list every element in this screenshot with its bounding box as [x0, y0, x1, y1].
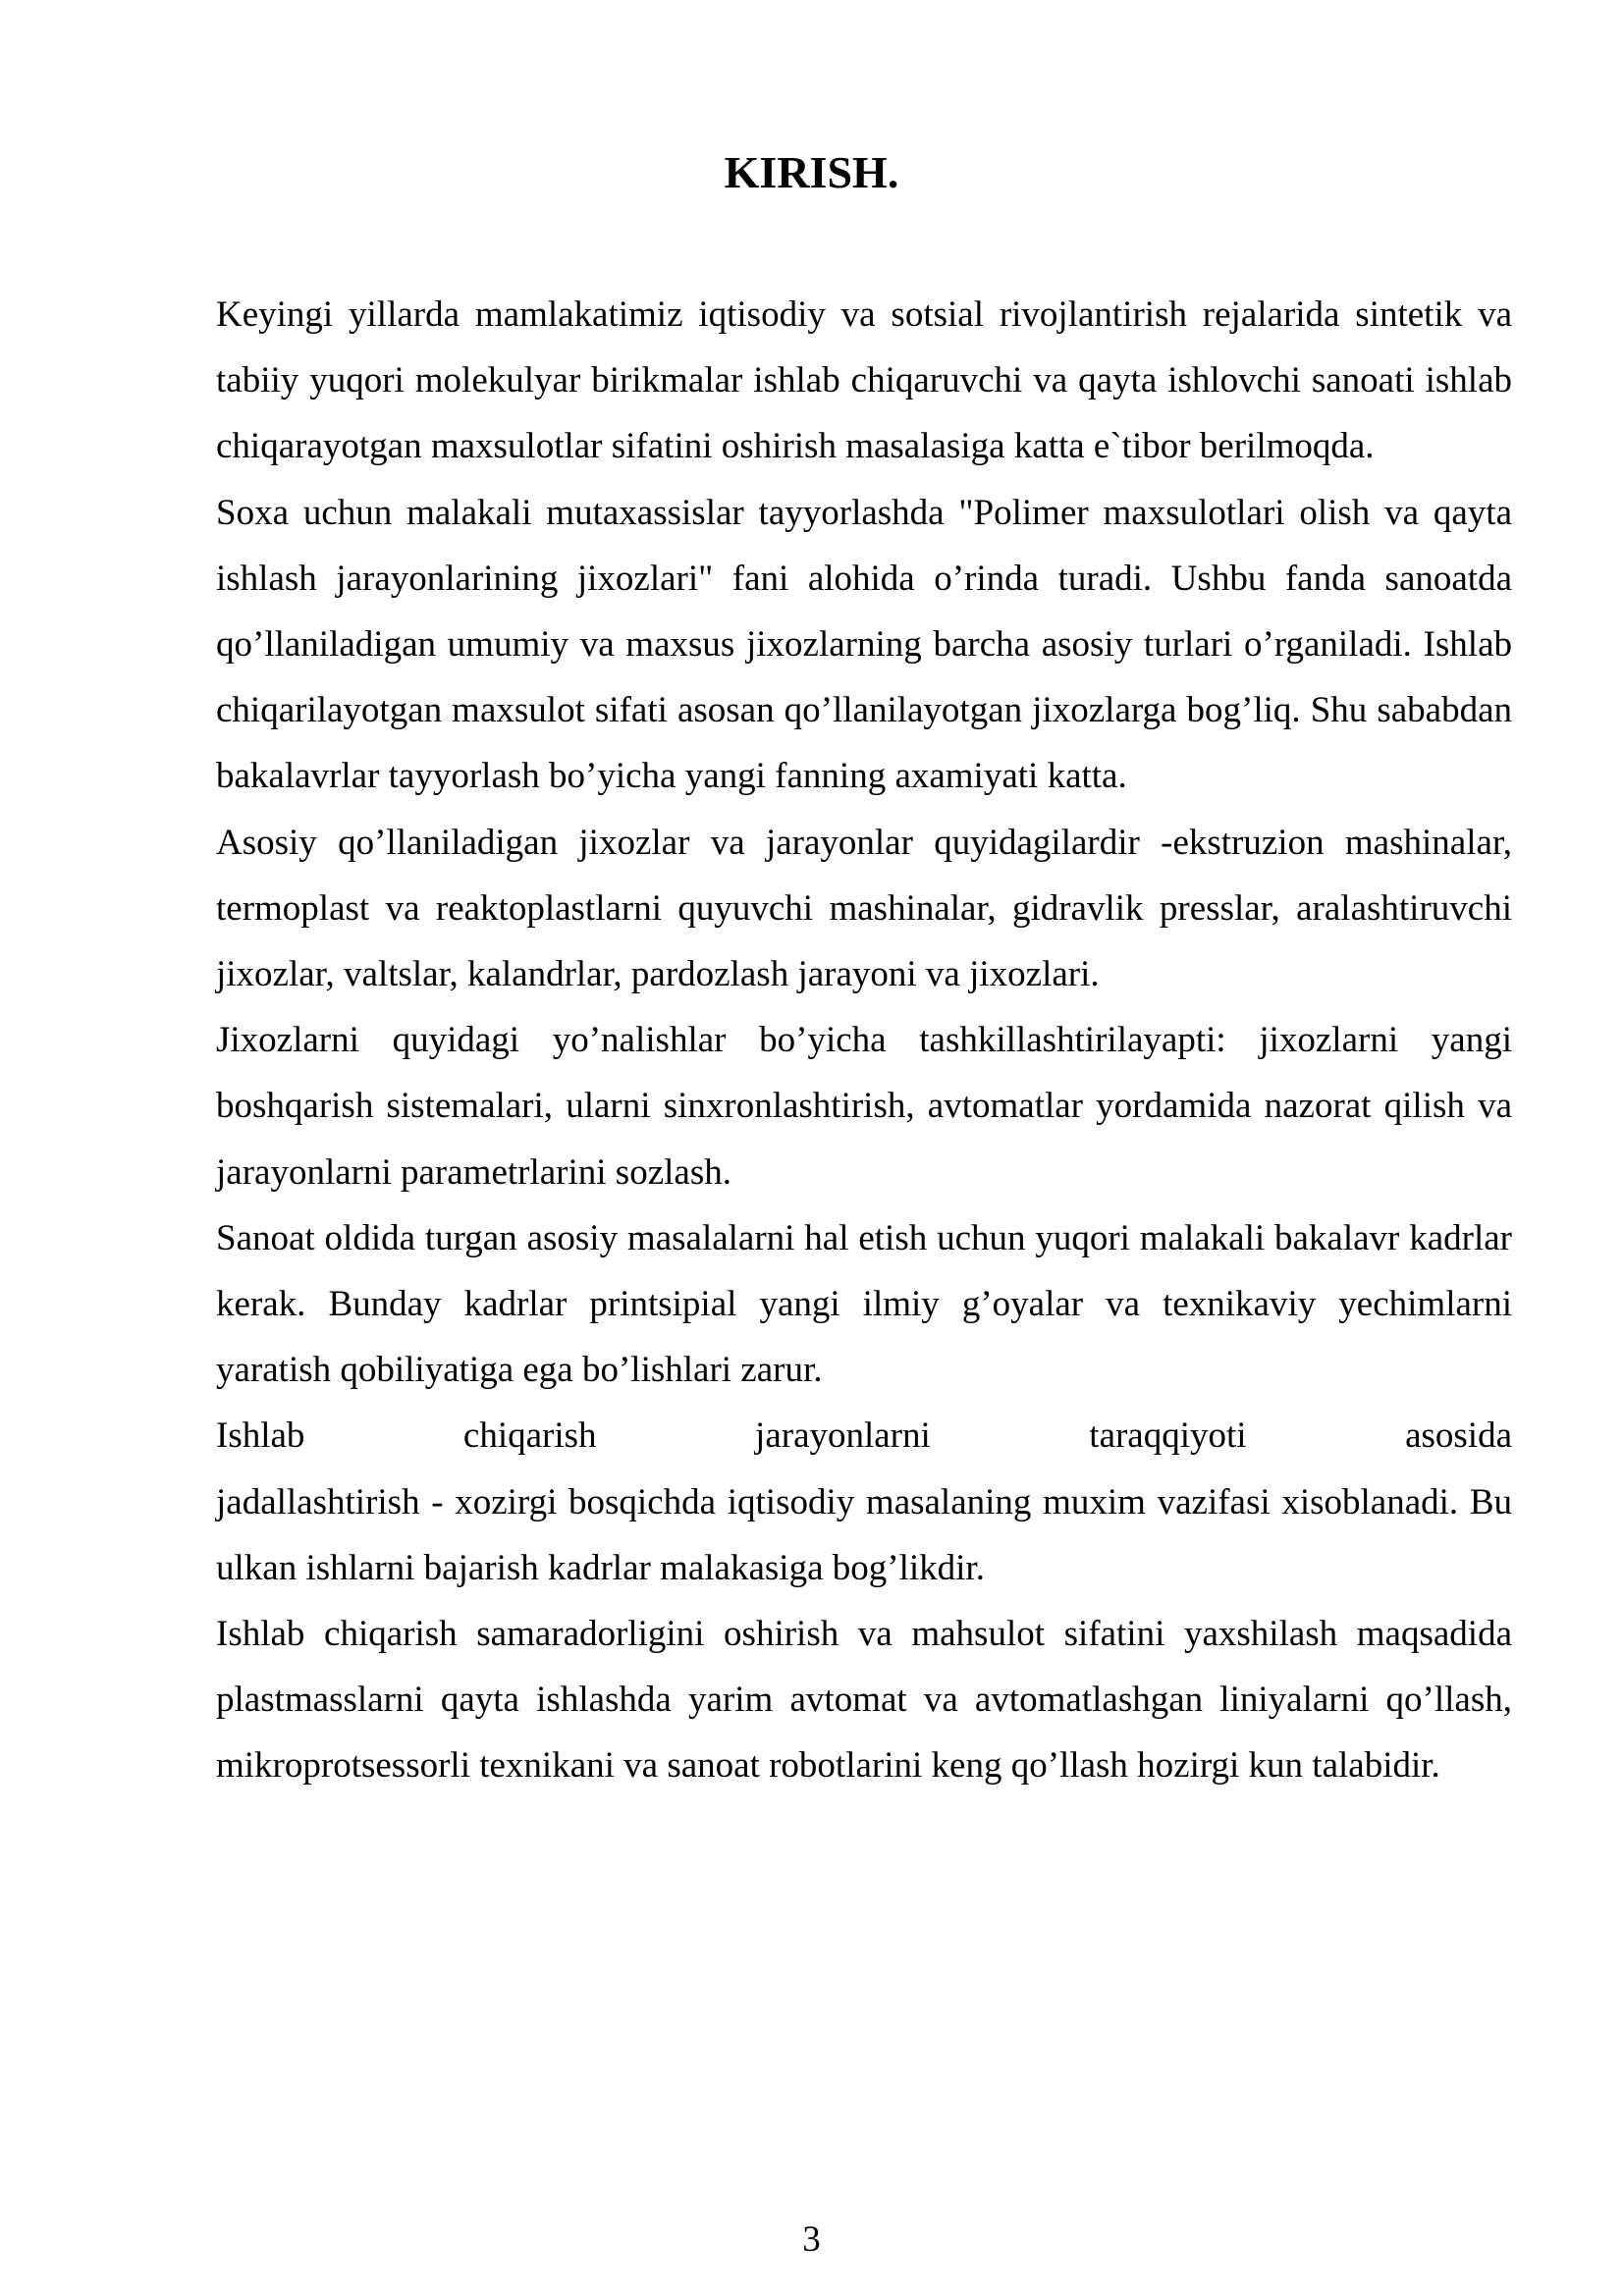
paragraph-4: Jixozlarni quyidagi yo’nalishlar bo’yicha tashkillashtirilayapti: jixozlarni yangi boshqarish sistemalari, ularni sinxronlashtirish, avtomatlar yordamida nazorat qilish va jarayonlarni parametrlarini sozlash.: [216, 1020, 1512, 1193]
page-title: KIRISH.: [724, 147, 899, 197]
paragraph-7: jadallashtirish - xozirgi bosqichda iqtisodiy masalaning muxim vazifasi xisoblanadi. Bu ulkan ishlarni bajarish kadrlar malakasiga bog’likdir.: [216, 1481, 1512, 1588]
paragraph-2: Soxa uchun malakali mutaxassislar tayyorlashda "Polimer maxsulotlari olish va qayta ishlash jarayonlarining jixozlari" fani alohida o’rinda turadi. Ushbu fanda sanoatda qo’llaniladigan umumiy va maxsus jixozlarning barcha asosiy turlari o’rganiladi. Ishlab chiqarilayotgan maxsulot sifati asosan qo’llanilayotgan jixozlarga bog’liq. Shu sababdan bakalavrlar tayyorlash bo’yicha yangi fanning axamiyati katta.: [216, 492, 1512, 797]
paragraph-5: Sanoat oldida turgan asosiy masalalarni hal etish uchun yuqori malakali bakalavr kadrlar kerak. Bunday kadrlar printsipial yangi ilmiy g’oyalar va texnikaviy yechimlarni yaratish qobiliyatiga ega bo’lishlari zarur.: [216, 1217, 1512, 1391]
paragraph-3: Asosiy qo’llaniladigan jixozlar va jarayonlar quyidagilardir -ekstruzion mashinalar, termoplast va reaktoplastlarni quyuvchi mashinalar, gidravlik presslar, aralashtiruvchi jixozlar, valtslar, kalandrlar, pardozlash jarayoni va jixozlari.: [216, 822, 1512, 995]
page-number: 3: [802, 2219, 821, 2260]
document-body: [216, 282, 1512, 1799]
paragraph-1: Keyingi yillarda mamlakatimiz iqtisodiy va sotsial rivojlantirish rejalarida sintetik va tabiiy yuqori molekulyar birikmalar ishlab chiqaruvchi va qayta ishlovchi sanoati ishlab chiqarayotgan maxsulotlar sifatini oshirish masalasiga katta e`tibor berilmoqda.: [216, 294, 1512, 467]
paragraph-8: Ishlab chiqarish samaradorligini oshirish va mahsulot sifatini yaxshilash maqsadida plastmasslarni qayta ishlashda yarim avtomat va avtomatlashgan liniyalarni qo’llash, mikroprotsessorli texnikani va sanoat robotlarini keng qo’llash hozirgi kun talabidir.: [216, 1614, 1512, 1787]
paragraph-6: Ishlab chiqarish jarayonlarni taraqqiyoti asosida: [216, 1415, 1512, 1457]
